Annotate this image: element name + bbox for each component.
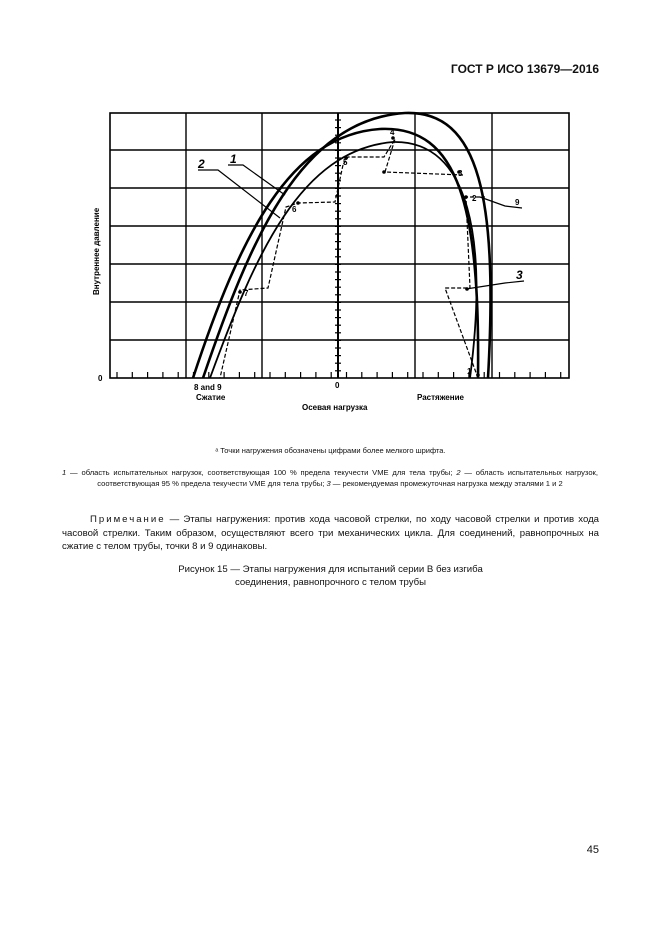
compression-label: Сжатие — [196, 393, 226, 402]
legend-num-2: 2 — [456, 468, 461, 477]
note-label: Примечание — [90, 514, 166, 525]
leader-curve-2 — [198, 170, 280, 218]
legend-num-3: 3 — [326, 479, 331, 488]
legend-text-3: — рекомендуемая промежуточная нагрузка между эталями 1 и 2 — [330, 479, 563, 488]
curve-label-3: 3 — [516, 268, 523, 282]
point-8-9-label: 8 and 9 — [194, 383, 222, 392]
caption-line-2: соединения, равнопрочного с телом трубы — [234, 577, 427, 588]
legend-num-1: 1 — [62, 468, 67, 477]
load-envelope-figure — [0, 0, 661, 430]
load-point-2 — [464, 195, 468, 199]
point-label-4: 4 — [390, 128, 395, 137]
load-point-5 — [382, 170, 386, 174]
point-label-1: 1 — [467, 367, 472, 376]
origin-x-label: 0 — [335, 381, 340, 390]
document-header: ГОСТ Р ИСО 13679—2016 — [450, 62, 599, 76]
origin-y-label: 0 — [98, 374, 103, 383]
load-point-8 — [238, 290, 242, 294]
curve-3-intermediate — [210, 142, 476, 378]
figure-legend — [62, 467, 598, 489]
callout-9: 9 — [515, 198, 520, 207]
note-text: — Этапы нагружения: против хода часовой стрелки, по ходу часовой стрелки и против хода часовой стрелки. Таким образом, осуществляют всего три механических цикла. Для соединений, равнопрочных на сжатие с телом трубы, точки 8 и 9 одинаковы. — [62, 514, 599, 552]
caption-line-1: Рисунок 15 — Этапы нагружения для испытаний серии В без изгиба — [178, 564, 483, 575]
point-label-7: 7 — [244, 289, 249, 298]
load-point-7 — [296, 201, 300, 205]
plot-frame — [110, 113, 569, 378]
note-paragraph — [62, 513, 599, 554]
figure-footnote: ᵃ Точки нагружения обозначены цифрами более мелкого шрифта. — [215, 446, 446, 455]
figure-caption — [0, 563, 661, 589]
point-label-6: 6 — [292, 205, 297, 214]
curve-label-1: 1 — [230, 152, 237, 166]
y-axis-label: Внутреннее давление — [92, 207, 101, 295]
page-number: 45 — [586, 844, 599, 856]
point-label-3: 3 — [458, 169, 463, 178]
tension-label: Растяжение — [417, 393, 464, 402]
curve-label-2: 2 — [198, 157, 205, 171]
leader-curve-1 — [228, 165, 285, 195]
x-axis-label: Осевая нагрузка — [302, 403, 368, 412]
load-path-top — [343, 139, 463, 175]
legend-text-2: — область испытательных нагрузок, соответствующая 95 % предела текучести VME для тела трубы; — [97, 468, 598, 488]
point-label-5: 5 — [343, 158, 348, 167]
point-label-2: 2 — [472, 194, 477, 203]
legend-text-1: — область испытательных нагрузок, соответствующая 100 % предела текучести VME для тела трубы; — [66, 468, 457, 477]
load-point-1 — [476, 373, 480, 377]
